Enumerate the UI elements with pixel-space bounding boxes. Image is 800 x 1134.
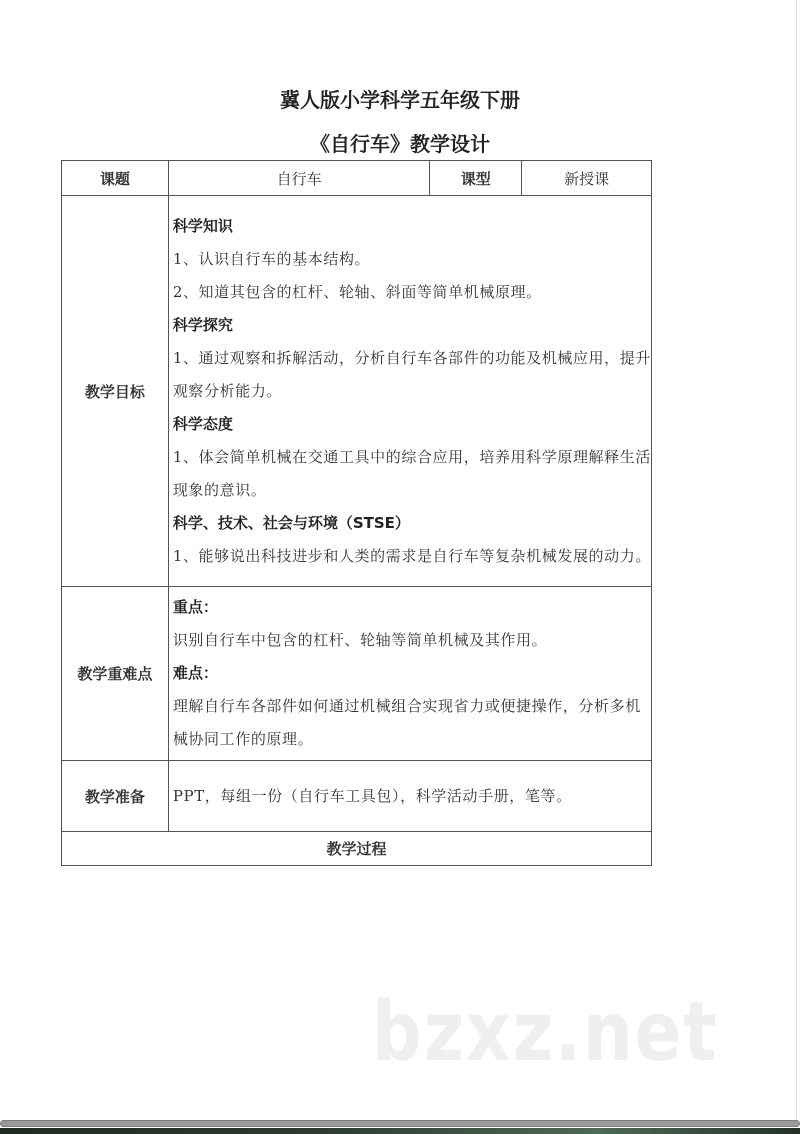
goals-heading-knowledge: 科学知识 <box>172 216 233 235</box>
goals-item: 1、能够说出科技进步和人类的需求是自行车等复杂机械发展的动力。 <box>172 546 651 565</box>
prep-label: 教学准备 <box>62 761 169 832</box>
background-strip <box>0 1128 800 1134</box>
document-subtitle: 《自行车》教学设计 <box>310 132 490 156</box>
goals-heading-stse: 科学、技术、社会与环境（STSE） <box>172 513 410 532</box>
table-row-keypoints <box>62 587 652 761</box>
key-point-heading: 重点： <box>172 598 218 616</box>
watermark: bzxz.net <box>372 985 719 1080</box>
goals-item: 1、认识自行车的基本结构。 <box>172 249 371 268</box>
topic-value: 自行车 <box>168 161 430 196</box>
lesson-type-value: 新授课 <box>522 161 652 196</box>
goals-heading-inquiry: 科学探究 <box>172 315 233 334</box>
lesson-plan-table <box>61 160 652 866</box>
document-title: 冀人版小学科学五年级下册 <box>280 88 520 112</box>
lesson-type-label: 课型 <box>430 161 522 196</box>
prep-value: PPT，每组一份（自行车工具包），科学活动手册，笔等。 <box>168 761 651 832</box>
goals-item: 1、体会简单机械在交通工具中的综合应用，培养用科学原理解释生活现象的意识。 <box>172 447 651 499</box>
goals-label: 教学目标 <box>62 196 169 587</box>
table-row-goals <box>62 196 652 587</box>
keypoints-content <box>168 587 651 761</box>
difficult-point-text: 理解自行车各部件如何通过机械组合实现省力或便捷操作，分析多机械协同工作的原理。 <box>172 697 641 748</box>
keypoints-label: 教学重难点 <box>62 587 169 761</box>
difficult-point-heading: 难点： <box>172 664 218 682</box>
horizontal-scrollbar[interactable] <box>0 1120 800 1127</box>
process-heading: 教学过程 <box>62 832 652 866</box>
goals-heading-attitude: 科学态度 <box>172 414 233 433</box>
table-row-topic <box>62 161 652 196</box>
topic-label: 课题 <box>62 161 169 196</box>
goals-content <box>168 196 651 587</box>
goals-item: 1、通过观察和拆解活动，分析自行车各部件的功能及机械应用，提升观察分析能力。 <box>172 348 651 400</box>
table-row-prep <box>62 761 652 832</box>
goals-item: 2、知道其包含的杠杆、轮轴、斜面等简单机械原理。 <box>172 282 542 301</box>
key-point-text: 识别自行车中包含的杠杆、轮轴等简单机械及其作用。 <box>172 631 548 649</box>
table-row-process <box>62 832 652 866</box>
